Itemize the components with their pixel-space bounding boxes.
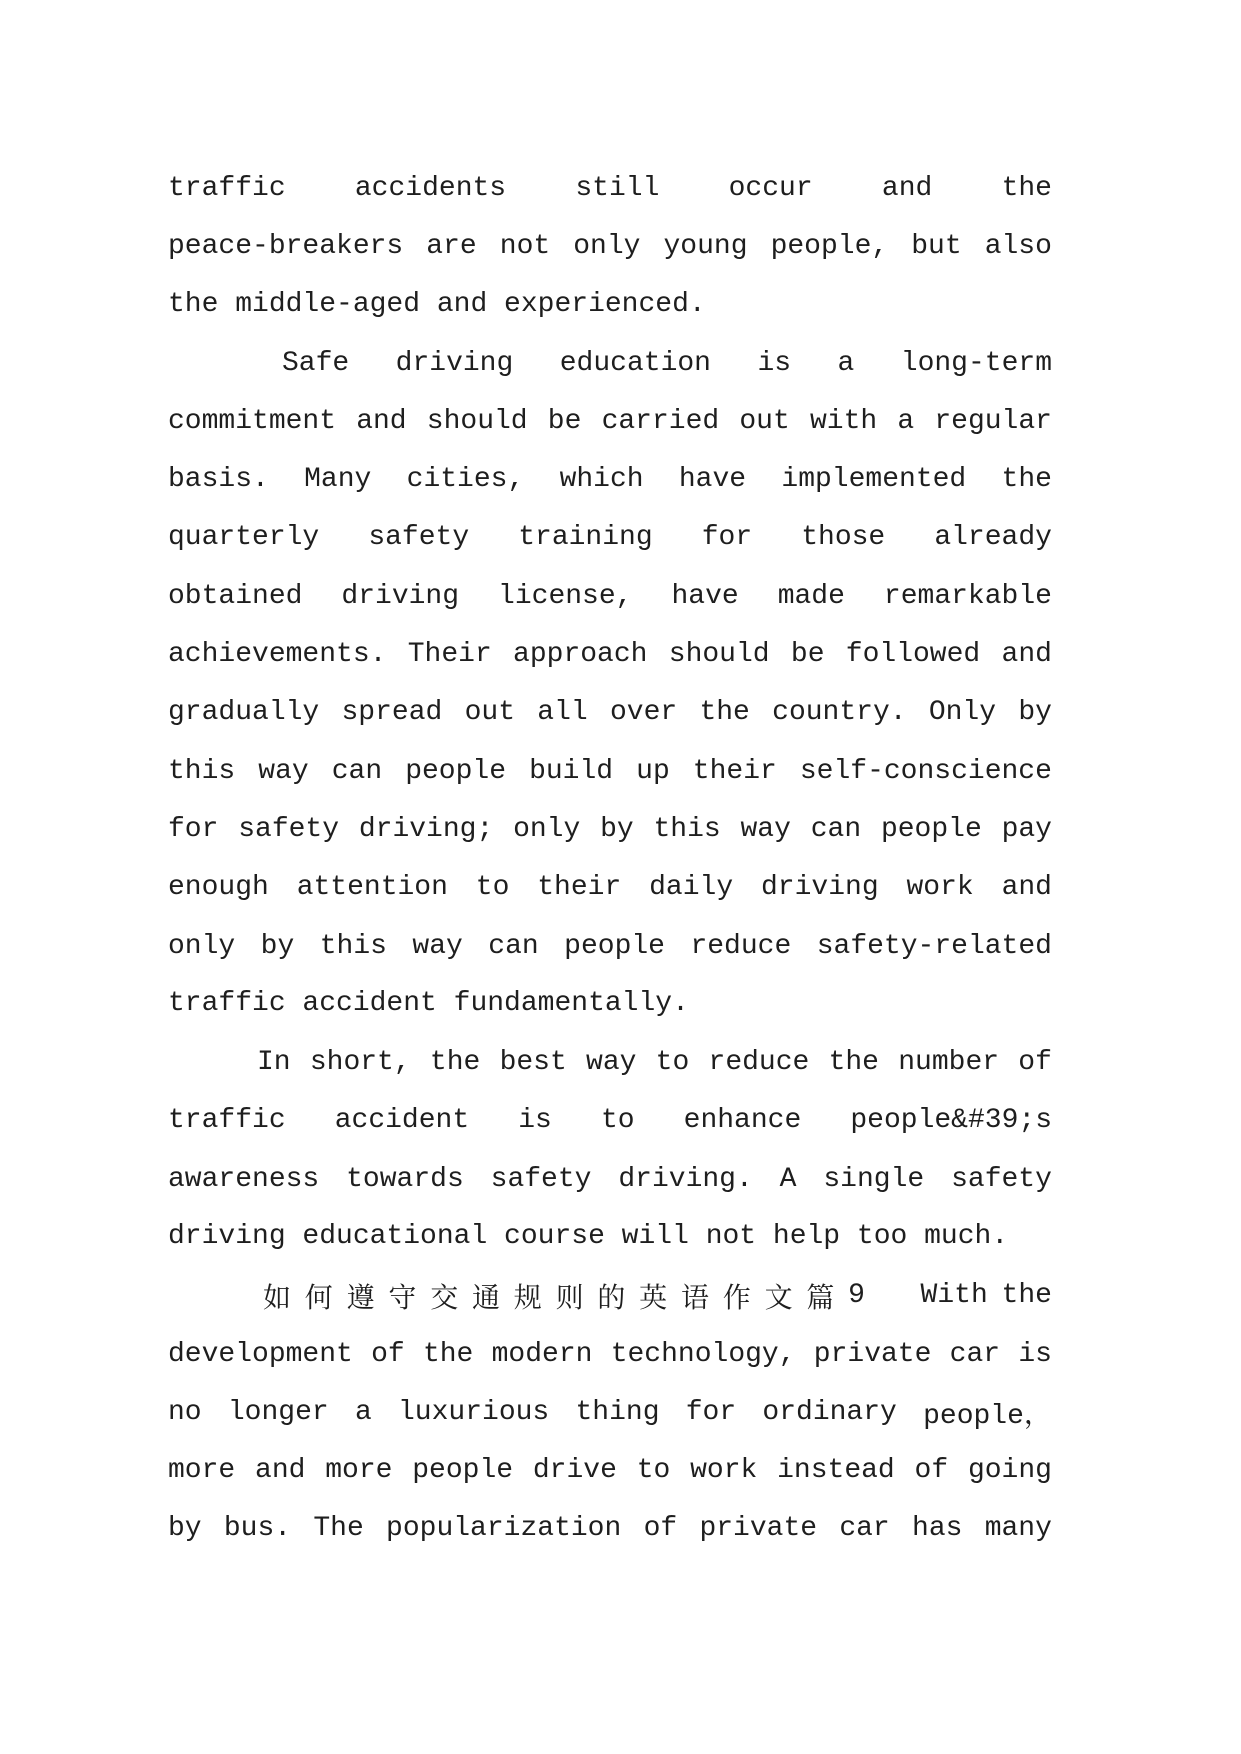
word: achievements. [168,639,387,671]
word: the [1001,1280,1052,1312]
word: thing [575,1396,660,1428]
word: country. [772,697,907,729]
word: out [739,405,790,437]
word: not [499,230,551,262]
word: and [255,1455,306,1487]
word: and [881,172,933,204]
text-line [168,1383,1052,1441]
text-line [168,159,1052,217]
word: and [356,405,407,437]
word: enhance [683,1105,802,1137]
word: gradually [168,697,320,729]
word: more [325,1455,393,1487]
text-line [168,859,1052,917]
word: In [257,1047,291,1079]
word: is [1018,1338,1052,1370]
word: is [518,1105,552,1137]
word: spread [341,697,443,729]
text-line: the middle-aged and experienced. [168,288,706,320]
word: by [260,930,295,962]
word: by [1018,697,1052,729]
word: their [537,872,622,904]
word: private [813,1338,932,1370]
word: can [488,930,539,962]
word: but [911,230,962,262]
word: occur [728,172,813,204]
document-text-block [168,159,1052,1558]
text-line [168,917,1052,975]
word: long-term [900,347,1052,379]
word: 规 [513,1284,542,1316]
word: 则 [555,1284,584,1316]
word: also [984,230,1052,262]
word: A [779,1163,797,1195]
paragraph [168,1267,1052,1558]
word: daily [649,872,734,904]
word: approach [513,639,648,671]
word: 英 [639,1284,668,1316]
word: has [912,1513,963,1545]
text-line [168,1267,1052,1325]
word: a [897,405,915,437]
word: commitment [168,405,337,437]
word: training [518,522,653,554]
word: technology, [610,1338,796,1370]
word: still [575,172,660,204]
word: With [920,1280,988,1312]
word: their [692,755,777,787]
text-line [168,334,1052,392]
word: of [643,1513,678,1545]
word: safety [368,522,470,554]
word: people， [923,1401,1052,1433]
word: accident [334,1105,470,1137]
word: the [422,1338,474,1370]
word: build [529,755,614,787]
word: reduce [708,1047,810,1079]
word: Safe [282,347,350,379]
text-line [168,684,1052,742]
word: many [984,1513,1052,1545]
word: the [1001,172,1052,204]
word: reduce [690,930,792,962]
text-line [168,217,1052,275]
word: 作 [722,1284,751,1316]
word: people, [770,230,889,262]
word: luxurious [398,1396,550,1428]
word: people&#39;s [850,1105,1052,1137]
word: obtained [168,580,303,612]
word: should [426,405,528,437]
word: be [790,639,825,671]
word: young [663,230,748,262]
word: already [934,522,1052,554]
word: over [609,697,678,729]
word: traffic [168,172,286,204]
word: to [600,1105,635,1137]
word: with [809,405,878,437]
word: the [429,1047,481,1079]
word: the [1001,464,1052,496]
word: those [801,522,886,554]
word: of [371,1338,405,1370]
word: peace-breakers [168,230,404,262]
word: best [499,1047,567,1079]
word: development [168,1338,353,1370]
word: private [699,1513,818,1545]
word: only [573,230,641,262]
word: people [564,930,665,962]
word: Their [407,639,492,671]
word: ordinary [762,1396,897,1428]
word: are [426,230,477,262]
word: longer [227,1396,329,1428]
word: out [464,697,516,729]
word: short, [309,1047,411,1079]
word: the [699,697,750,729]
word: cities, [406,464,525,496]
text-line [168,509,1052,567]
text-line [168,567,1052,625]
word: be [547,405,582,437]
word: 如 [263,1284,292,1316]
word: remarkable [883,580,1052,612]
word: have [678,464,747,496]
word: way [412,930,463,962]
word: 何 [304,1284,333,1316]
word: way [258,755,309,787]
word: 的 [597,1284,626,1316]
text-line [168,1442,1052,1500]
text-line [168,1033,1052,1091]
word: and [1001,872,1052,904]
word: people [405,755,507,787]
word: this [319,930,387,962]
word: to [636,1455,671,1487]
word: 通 [471,1284,500,1316]
word: way [586,1047,637,1079]
word: which [559,464,644,496]
word: safety-related [816,930,1052,962]
word: up [636,755,670,787]
word: self-conscience [799,755,1052,787]
text-line [168,1092,1052,1150]
word: modern [491,1338,593,1370]
word: people [412,1455,514,1487]
word: bus. [223,1513,292,1545]
word: single [823,1163,925,1195]
word: safety [490,1163,592,1195]
word: by [600,813,634,845]
paragraph [168,159,1052,334]
word: can [810,813,862,845]
word: Only [928,697,997,729]
word: for [701,522,753,554]
word: is [757,347,792,379]
word: quarterly [168,522,320,554]
word: Many [304,464,372,496]
word: and [1001,639,1052,671]
word: all [537,697,588,729]
word: for [168,813,219,845]
word: regular [934,405,1052,437]
word: instead [777,1455,895,1487]
word: awareness [168,1163,320,1195]
word: a [837,347,855,379]
word: towards [346,1163,464,1195]
word: can [331,755,383,787]
word: only [513,813,581,845]
word: should [668,639,770,671]
word: car [949,1338,1001,1370]
word: license, [498,580,633,612]
word: way [740,813,791,845]
word: safety [951,1163,1052,1195]
word: 9 [848,1280,865,1312]
word: number [898,1047,1000,1079]
word: work [906,872,974,904]
word: this [653,813,721,845]
word: of [1018,1047,1052,1079]
word: no [168,1396,202,1428]
paragraph [168,1033,1052,1266]
word: made [777,580,845,612]
word: only [168,930,236,962]
word: basis. [168,464,269,496]
text-line [168,625,1052,683]
word: popularization [386,1513,622,1545]
paragraph [168,334,1052,1034]
word: the [828,1047,879,1079]
word: to [655,1047,690,1079]
word: The [313,1513,364,1545]
word: driving [341,580,460,612]
text-line [168,450,1052,508]
text-line [168,1150,1052,1208]
word: 篇 [806,1284,835,1316]
word: car [839,1513,890,1545]
text-line [168,800,1052,858]
word: people [880,813,982,845]
word: pay [1001,813,1052,845]
word [879,1276,907,1316]
word: driving; [358,813,494,845]
word: 文 [764,1284,793,1316]
word: 守 [388,1284,417,1316]
word: attention [296,872,448,904]
word: accidents [354,172,507,204]
word: followed [845,639,981,671]
word: traffic [168,1105,286,1137]
word: education [559,347,711,379]
text-line [168,392,1052,450]
text-line: traffic accident fundamentally. [168,988,689,1020]
word: this [168,755,236,787]
word: enough [168,872,269,904]
word: drive [532,1455,617,1487]
text-line [168,1500,1052,1558]
text-line: driving educational course will not help too much. [168,1221,1009,1253]
word: going [967,1455,1052,1487]
word: a [354,1396,372,1428]
word: safety [238,813,340,845]
word: driving. [618,1163,753,1195]
word: implemented [781,464,967,496]
word: more [168,1455,236,1487]
word: have [671,580,739,612]
word: by [168,1513,202,1545]
word: 遵 [346,1284,375,1316]
word: 语 [680,1284,709,1316]
word: carried [601,405,720,437]
word: work [690,1455,758,1487]
word: 交 [430,1284,459,1316]
word: driving [395,347,514,379]
word: to [475,872,510,904]
word: driving [761,872,879,904]
text-line [168,742,1052,800]
word: of [914,1455,949,1487]
text-line [168,1325,1052,1383]
word: for [685,1396,737,1428]
